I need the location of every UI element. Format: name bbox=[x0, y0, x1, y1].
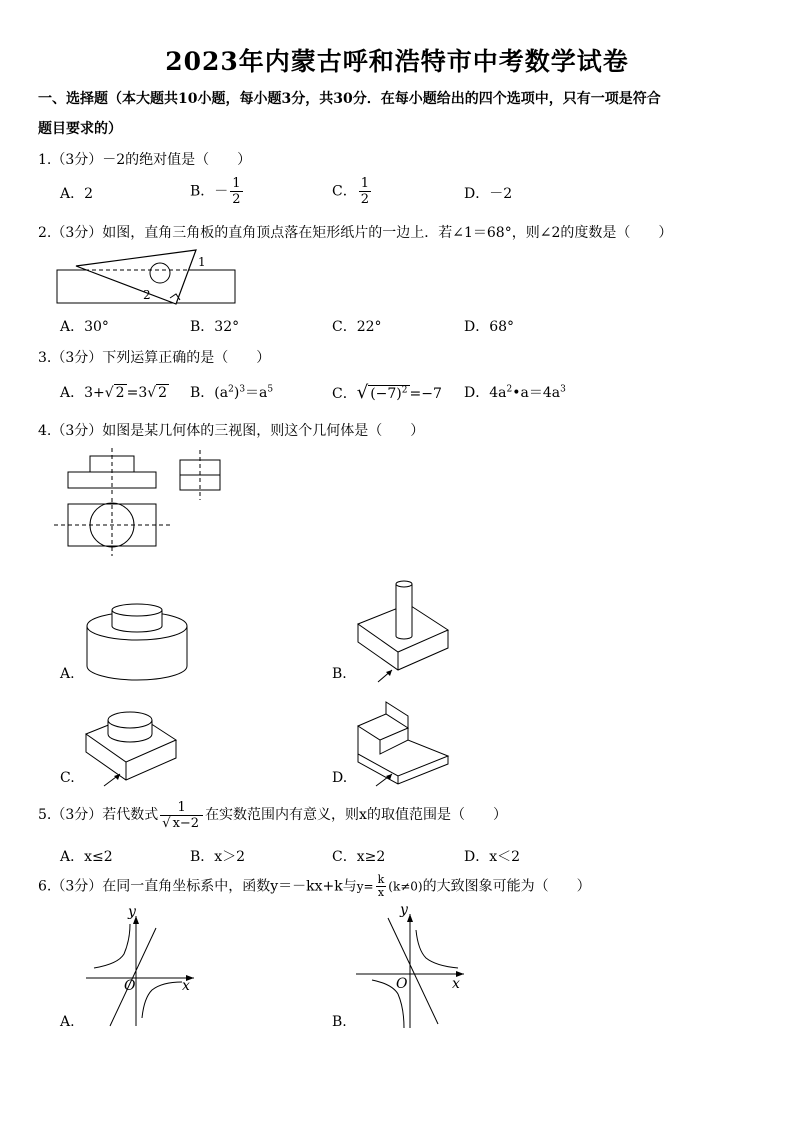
q4-option-b: B. bbox=[332, 666, 347, 682]
q2-stem: 2.（3分）如图，直角三角板的直角顶点落在矩形纸片的一边上．若∠1＝68°，则∠2的度数是（ ） bbox=[38, 225, 673, 241]
q3-option-a: A．3+√ 2 =3√ 2 bbox=[60, 385, 168, 401]
q4-option-b-figure bbox=[356, 574, 452, 686]
section-heading-cont: 题目要求的） bbox=[38, 121, 122, 137]
q4-option-c-figure bbox=[84, 706, 180, 790]
q6-b-origin: O bbox=[396, 976, 408, 992]
q6-option-a: A. bbox=[60, 1014, 75, 1030]
q6-a-axis-x: x bbox=[182, 978, 190, 994]
q2-option-d: D．68° bbox=[464, 319, 515, 335]
q1-option-c: C． $\frac{1}{2}$ bbox=[332, 176, 369, 207]
q2-angle-2-label: 2 bbox=[143, 288, 151, 302]
q1-stem: 1.（3分）－2的绝对值是（ ） bbox=[38, 152, 252, 168]
q3-option-b: B．$(a^2)^3=a^5$ bbox=[190, 384, 274, 401]
q6-a-axis-y: y bbox=[128, 904, 136, 920]
q2-angle-1-label: 1 bbox=[198, 255, 206, 269]
q1-option-d: D．－2 bbox=[464, 186, 513, 202]
q6-option-a-graph bbox=[86, 914, 198, 1028]
q6-b-axis-x: x bbox=[452, 976, 460, 992]
q2-option-b: B．32° bbox=[190, 319, 240, 335]
q4-three-views bbox=[54, 446, 224, 568]
q4-option-a-figure bbox=[84, 600, 190, 682]
q2-option-c: C．22° bbox=[332, 319, 382, 335]
q4-option-d: D. bbox=[332, 770, 348, 786]
q5-stem: 5.（3分）若代数式 $\frac{1}{√ x-2}$ 在实数范围内有意义，则x的取值范围是（ ） bbox=[38, 800, 507, 831]
q5-option-c: C．x≥2 bbox=[332, 849, 386, 865]
page-title: 2023年内蒙古呼和浩特市中考数学试卷 bbox=[165, 47, 629, 76]
q3-option-d: D．$4a^2•a=4a^3$ bbox=[464, 384, 566, 401]
section-heading: 一、选择题（本大题共10小题，每小题3分，共30分．在每小题给出的四个选项中，只有一项是符合 bbox=[38, 91, 661, 107]
q6-stem: 6.（3分）在同一直角坐标系中，函数y＝－kx+k与y= $\frac{k}{x}$ (k≠0)的大致图象可能为（ ） bbox=[38, 873, 591, 899]
q4-option-a: A. bbox=[60, 666, 75, 682]
q4-option-d-figure bbox=[356, 702, 452, 790]
q4-option-c: C. bbox=[60, 770, 75, 786]
q5-option-b: B．x＞2 bbox=[190, 849, 246, 865]
q3-stem: 3.（3分）下列运算正确的是（ ） bbox=[38, 350, 271, 366]
q4-stem: 4.（3分）如图是某几何体的三视图，则这个几何体是（ ） bbox=[38, 423, 425, 439]
q1-option-a: A．2 bbox=[60, 186, 94, 202]
q6-option-b-graph bbox=[356, 912, 468, 1032]
q3-option-c: C．√ $(-7)^2 =-7$ bbox=[332, 382, 442, 403]
q2-option-a: A．30° bbox=[60, 319, 109, 335]
q1-option-b: B．－ $\frac{1}{2}$ bbox=[190, 176, 241, 207]
q6-a-origin: O bbox=[124, 978, 136, 994]
q6-b-axis-y: y bbox=[400, 902, 408, 918]
q5-option-d: D．x＜2 bbox=[464, 849, 521, 865]
q5-option-a: A．x≤2 bbox=[60, 849, 113, 865]
q6-option-b: B. bbox=[332, 1014, 347, 1030]
